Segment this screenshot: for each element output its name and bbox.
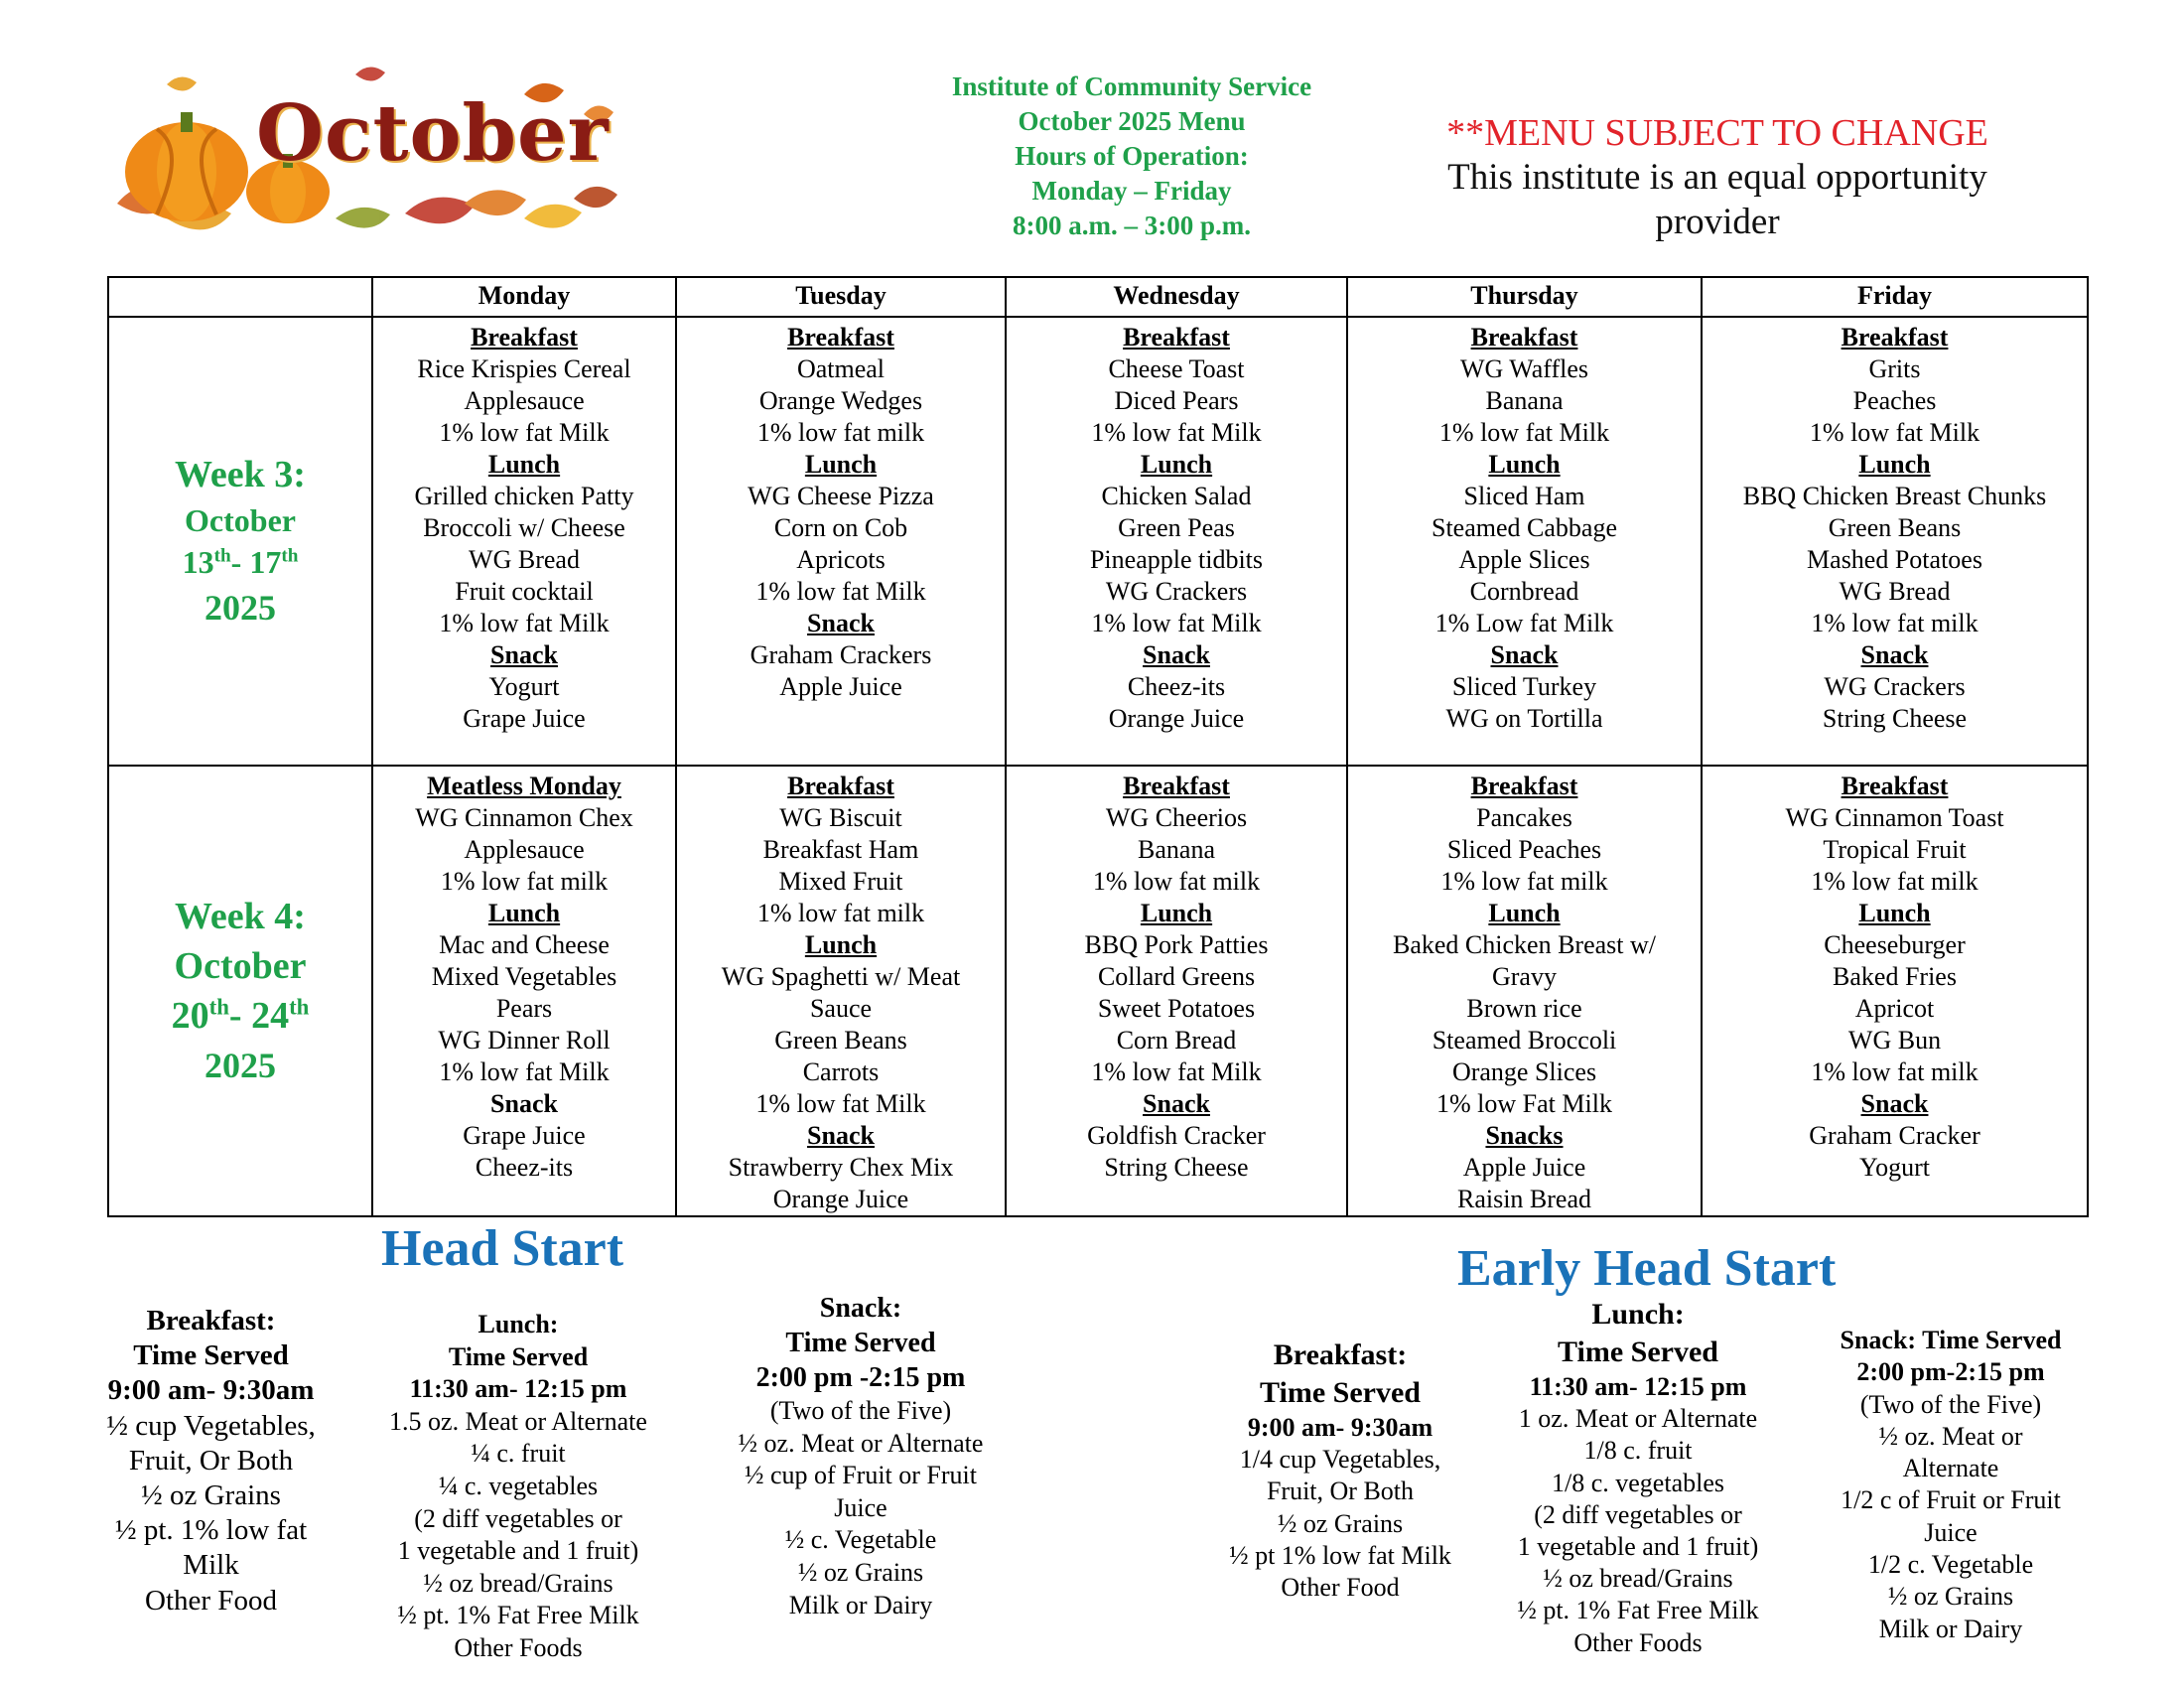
menu-item: Raisin Bread [1456, 1185, 1592, 1213]
list-item: 1 vegetable and 1 fruit) [1517, 1532, 1759, 1562]
list-item: 1 vegetable and 1 fruit) [397, 1536, 639, 1566]
menu-item: Collard Greens [1097, 962, 1256, 991]
menu-change-notice: **MENU SUBJECT TO CHANGE [1446, 112, 1988, 154]
time-served-label: Time Served [1260, 1376, 1421, 1409]
menu-item: String Cheese [1104, 1153, 1249, 1182]
head-start-title: Head Start [381, 1220, 624, 1277]
menu-item: Cornbread [1469, 577, 1579, 606]
menu-item: Brown rice [1466, 994, 1582, 1023]
list-item: 1/8 c. fruit [1583, 1436, 1693, 1466]
meal-section-heading: Breakfast [1841, 772, 1949, 800]
menu-item: WG Cinnamon Chex [415, 803, 633, 832]
menu-item: Orange Wedges [758, 386, 923, 415]
time-served-label: Time Served [133, 1339, 289, 1372]
menu-cell-week3-friday [1702, 317, 2088, 766]
menu-item: Sliced Peaches [1446, 835, 1602, 864]
list-item: Fruit, Or Both [1266, 1477, 1415, 1506]
menu-item: Banana [1485, 386, 1564, 415]
meal-section-heading: Lunch [804, 930, 878, 959]
menu-item: Apple Juice [779, 672, 902, 701]
head-start-breakfast [89, 1304, 333, 1618]
meal-section-heading: Snack [490, 1089, 558, 1118]
list-item: ½ pt 1% low fat Milk [1229, 1540, 1451, 1570]
list-item: ¼ c. vegetables [438, 1471, 599, 1500]
time-range: 9:00 am- 9:30am [1247, 1413, 1433, 1442]
week-year: 2025 [205, 588, 276, 628]
list-item: ½ pt. 1% Fat Free Milk [1517, 1596, 1759, 1625]
meal-section-heading: Breakfast [1470, 323, 1578, 352]
meal-section-heading: Breakfast [1470, 772, 1578, 800]
list-item: ¼ c. fruit [471, 1439, 566, 1469]
menu-item: WG Dinner Roll [438, 1026, 611, 1055]
list-item: (2 diff vegetables or [414, 1503, 622, 1533]
menu-item: Orange Juice [1108, 704, 1245, 733]
menu-item: WG on Tortilla [1445, 704, 1603, 733]
menu-item: 1% low fat milk [1811, 609, 1979, 637]
menu-item: Apple Slices [1458, 545, 1590, 574]
menu-item: 1% low fat Milk [439, 418, 610, 447]
time-served-label: Time Served [448, 1341, 589, 1371]
list-item: 1/2 c of Fruit or Fruit [1841, 1485, 2061, 1515]
menu-item: Strawberry Chex Mix [728, 1153, 954, 1182]
menu-item: 1% low fat Milk [755, 1089, 926, 1118]
day-header-wednesday: Wednesday [1006, 277, 1347, 317]
meal-section-heading: Snacks [1485, 1121, 1564, 1150]
menu-item: Sliced Ham [1463, 482, 1585, 510]
menu-title: October 2025 Menu [1018, 106, 1246, 136]
menu-item: Cheeseburger [1824, 930, 1966, 959]
meal-section-heading: Snack [807, 1121, 875, 1150]
meal-section-heading: Snack [1860, 640, 1929, 669]
menu-item: Peaches [1852, 386, 1937, 415]
list-item: 1.5 oz. Meat or Alternate [389, 1406, 647, 1436]
menu-item: Carrots [802, 1057, 880, 1086]
menu-item: WG Crackers [1824, 672, 1966, 701]
menu-item: Steamed Broccoli [1432, 1026, 1617, 1055]
time-range: 11:30 am- 12:15 pm [409, 1374, 627, 1404]
list-item: 1/2 c. Vegetable [1867, 1550, 2034, 1580]
menu-item: Gravy [1492, 962, 1557, 991]
menu-item: Mashed Potatoes [1807, 545, 1982, 574]
menu-item: WG Cheese Pizza [748, 482, 934, 510]
menu-cell-week4-wednesday [1006, 766, 1347, 1216]
meal-section-heading: Snack [1143, 640, 1210, 669]
menu-item: Apricot [1854, 994, 1935, 1023]
menu-item: Fruit cocktail [455, 577, 594, 606]
menu-item: Tropical Fruit [1823, 835, 1967, 864]
menu-item: 1% low fat milk [756, 899, 925, 927]
list-item: Other Foods [1573, 1627, 1703, 1657]
menu-item: Baked Chicken Breast w/ [1393, 930, 1656, 959]
meal-section-heading: Snack [490, 640, 558, 669]
table-row-week-4 [108, 766, 2088, 1216]
menu-cell-week3-wednesday [1006, 317, 1347, 766]
day-header-monday: Monday [372, 277, 676, 317]
menu-item: Green Peas [1118, 513, 1235, 542]
meal-section-heading: Lunch [804, 450, 878, 479]
menu-item: Cheez-its [475, 1153, 574, 1182]
week-title: Week 3: [175, 454, 306, 495]
menu-item: WG Bread [469, 545, 580, 574]
time-range: 2:00 pm-2:15 pm [1856, 1357, 2045, 1387]
list-item: Milk [183, 1549, 239, 1582]
equal-opportunity-line-2: provider [1655, 202, 1780, 242]
week-month: October [185, 502, 296, 538]
menu-item: Green Beans [774, 1026, 907, 1055]
menu-cell-week4-friday [1702, 766, 2088, 1216]
list-item: ½ oz Grains [1277, 1508, 1404, 1538]
equal-opportunity-line-1: This institute is an equal opportunity [1447, 157, 1987, 198]
menu-item: Rice Krispies Cereal [417, 354, 631, 383]
menu-item: 1% low fat Milk [439, 1057, 610, 1086]
menu-item: Corn on Cob [773, 513, 908, 542]
list-item: ½ oz Grains [141, 1479, 281, 1512]
menu-item: Cheese Toast [1108, 354, 1245, 383]
menu-item: Graham Crackers [750, 640, 932, 669]
menu-item: 1% low fat milk [1811, 1057, 1979, 1086]
meal-section-heading: Snack [1860, 1089, 1929, 1118]
menu-item: 1% low fat Milk [1438, 418, 1610, 447]
menu-item: WG Crackers [1105, 577, 1248, 606]
time-served-label: Time Served [785, 1328, 936, 1358]
menu-item: Green Beans [1828, 513, 1962, 542]
meal-section-heading: Breakfast [787, 772, 894, 800]
list-item: ½ oz. Meat or [1878, 1421, 2023, 1451]
week-title: Week 4: [175, 896, 306, 937]
list-item: Alternate [1902, 1454, 1999, 1483]
meal-section-heading: Snack [807, 609, 875, 637]
menu-item: String Cheese [1822, 704, 1968, 733]
meal-section-heading: Lunch [1858, 899, 1931, 927]
list-item: 1/8 c. vegetables [1552, 1468, 1724, 1497]
menu-item: Orange Slices [1451, 1057, 1597, 1086]
week-3-label [108, 317, 372, 766]
meal-section-heading: Breakfast [471, 323, 578, 352]
menu-item: 1% low fat milk [1092, 867, 1261, 896]
hours-days: Monday – Friday [1031, 176, 1232, 206]
menu-item: Grits [1868, 354, 1921, 383]
menu-item: Cheez-its [1127, 672, 1226, 701]
menu-item: Pears [495, 994, 553, 1023]
early-head-start-breakfast [1201, 1336, 1479, 1604]
early-head-start-lunch [1489, 1296, 1787, 1659]
institute-name: Institute of Community Service [951, 71, 1312, 101]
meal-label: Lunch: [478, 1310, 559, 1338]
menu-item: WG Cinnamon Toast [1785, 803, 2004, 832]
menu-item: Goldfish Cracker [1087, 1121, 1266, 1150]
meal-section-heading: Breakfast [1841, 323, 1949, 352]
list-item: Milk or Dairy [1878, 1614, 2023, 1643]
list-item: ½ pt. 1% low fat [114, 1514, 308, 1547]
menu-item: 1% low fat Milk [1809, 418, 1980, 447]
list-item: ½ pt. 1% Fat Free Milk [397, 1601, 639, 1630]
menu-item: Baked Fries [1833, 962, 1957, 991]
meal-section-heading: Lunch [487, 450, 561, 479]
menu-item: Grape Juice [463, 1121, 586, 1150]
head-start-lunch [369, 1309, 667, 1665]
menu-item: Orange Juice [772, 1185, 909, 1213]
menu-item: 1% low fat milk [440, 867, 609, 896]
menu-item: Broccoli w/ Cheese [423, 513, 625, 542]
meal-label: Lunch: [1591, 1298, 1685, 1331]
week-year: 2025 [205, 1046, 276, 1085]
meal-section-heading: Breakfast [1123, 772, 1230, 800]
menu-item: WG Spaghetti w/ Meat [721, 962, 961, 991]
table-row-week-3 [108, 317, 2088, 766]
menu-item: 1% Low fat Milk [1434, 609, 1614, 637]
menu-item: Sweet Potatoes [1097, 994, 1256, 1023]
list-item: ½ oz. Meat or Alternate [738, 1428, 984, 1458]
week-month: October [174, 945, 307, 987]
list-item: 1/4 cup Vegetables, [1239, 1445, 1441, 1475]
menu-item: 1% low fat milk [756, 418, 925, 447]
menu-item: WG Waffles [1459, 354, 1589, 383]
menu-item: 1% low fat Milk [1091, 1057, 1262, 1086]
menu-item: Grape Juice [463, 704, 586, 733]
meal-section-heading: Breakfast [1123, 323, 1230, 352]
menu-item: BBQ Pork Patties [1084, 930, 1269, 959]
meal-section-heading: Lunch [1488, 899, 1561, 927]
menu-item: WG Bun [1847, 1026, 1942, 1055]
menu-cell-week3-tuesday [676, 317, 1006, 766]
list-item: ½ oz bread/Grains [423, 1568, 614, 1598]
menu-item: Applesauce [464, 835, 585, 864]
head-start-snack [707, 1291, 1015, 1621]
day-header-tuesday: Tuesday [676, 277, 1006, 317]
meal-section-heading: Meatless Monday [427, 772, 621, 800]
menu-cell-week3-thursday [1347, 317, 1702, 766]
menu-item: 1% low fat milk [1440, 867, 1608, 896]
list-item: ½ oz Grains [797, 1557, 924, 1587]
meal-label: Snack: [819, 1293, 902, 1324]
menu-item: 1% low fat milk [1811, 867, 1979, 896]
menu-item: Corn Bread [1116, 1026, 1237, 1055]
october-logo [107, 55, 623, 243]
list-item: Other Food [145, 1584, 277, 1617]
list-item: 1 oz. Meat or Alternate [1518, 1404, 1758, 1434]
notice-block [1380, 111, 2055, 244]
menu-cell-week3-monday [372, 317, 676, 766]
menu-item: Breakfast Ham [762, 835, 919, 864]
meal-label: Breakfast: [1273, 1338, 1408, 1371]
time-range: 9:00 am- 9:30am [107, 1374, 315, 1407]
menu-item: Diced Pears [1114, 386, 1239, 415]
week-range: 20th- 24th [171, 994, 310, 1037]
menu-item: Sliced Turkey [1451, 672, 1597, 701]
menu-item: Yogurt [1858, 1153, 1931, 1182]
menu-item: WG Cheerios [1105, 803, 1248, 832]
menu-item: Steamed Cabbage [1432, 513, 1617, 542]
menu-item: Mac and Cheese [439, 930, 610, 959]
day-header-friday: Friday [1702, 277, 2088, 317]
list-item: Juice [834, 1492, 887, 1522]
menu-item: Banana [1138, 835, 1215, 864]
hours-times: 8:00 a.m. – 3:00 p.m. [1013, 211, 1251, 240]
menu-item: Applesauce [464, 386, 585, 415]
list-item: Fruit, Or Both [128, 1444, 294, 1477]
menu-table [107, 276, 2089, 1217]
menu-item: Oatmeal [796, 354, 886, 383]
menu-item: WG Biscuit [779, 803, 902, 832]
corner-cell [108, 277, 372, 317]
menu-item: Chicken Salad [1101, 482, 1252, 510]
meal-section-heading: Lunch [1488, 450, 1561, 479]
menu-cell-week4-tuesday [676, 766, 1006, 1216]
meal-section-heading: Lunch [1140, 450, 1213, 479]
menu-item: 1% low fat Milk [439, 609, 610, 637]
menu-item: 1% low fat Milk [755, 577, 926, 606]
list-item: Other Food [1281, 1573, 1400, 1603]
menu-item: Graham Cracker [1809, 1121, 1980, 1150]
time-range: 11:30 am- 12:15 pm [1529, 1372, 1747, 1401]
meal-section-heading: Snack [1143, 1089, 1210, 1118]
menu-item: Mixed Fruit [778, 867, 903, 896]
time-served-label: Time Served [1558, 1336, 1718, 1368]
october-logo-text: October [256, 88, 610, 179]
list-item: ½ cup Vegetables, [106, 1409, 316, 1442]
week-4-label [108, 766, 372, 1216]
list-item: Juice [1924, 1517, 1978, 1547]
menu-item: Yogurt [488, 672, 560, 701]
meal-label: Breakfast: [146, 1305, 276, 1336]
day-header-thursday: Thursday [1347, 277, 1702, 317]
menu-item: 1% low Fat Milk [1436, 1089, 1612, 1118]
list-item: ½ cup of Fruit or Fruit [745, 1461, 977, 1490]
time-range: 2:00 pm -2:15 pm [755, 1362, 966, 1393]
list-item: Milk or Dairy [788, 1590, 933, 1619]
menu-item: BBQ Chicken Breast Chunks [1742, 482, 2047, 510]
early-head-start-snack [1807, 1325, 2095, 1645]
menu-item: Apple Juice [1462, 1153, 1586, 1182]
menu-item: Pancakes [1476, 803, 1572, 832]
menu-cell-week4-monday [372, 766, 676, 1216]
menu-item: Apricots [796, 545, 886, 574]
menu-item: Sauce [809, 994, 873, 1023]
meal-section-heading: Lunch [487, 899, 561, 927]
list-item: ½ oz bread/Grains [1543, 1564, 1733, 1594]
early-head-start-title: Early Head Start [1457, 1240, 1837, 1297]
menu-item: 1% low fat Milk [1091, 418, 1262, 447]
menu-item: 1% low fat Milk [1091, 609, 1262, 637]
meal-section-heading: Lunch [1858, 450, 1931, 479]
list-item: ½ c. Vegetable [784, 1525, 937, 1555]
list-item: (Two of the Five) [1859, 1389, 2042, 1419]
meal-section-heading: Lunch [1140, 899, 1213, 927]
menu-item: Grilled chicken Patty [414, 482, 634, 510]
meal-section-heading: Breakfast [787, 323, 894, 352]
meal-section-heading: Snack [1490, 640, 1559, 669]
hours-label: Hours of Operation: [1015, 141, 1249, 171]
list-item: (Two of the Five) [769, 1396, 952, 1425]
meal-label: Snack: Time Served [1840, 1326, 2062, 1354]
list-item: Other Foods [454, 1632, 583, 1662]
list-item: ½ oz Grains [1887, 1582, 2014, 1612]
menu-item: Mixed Vegetables [431, 962, 617, 991]
week-range: 13th- 17th [182, 544, 299, 580]
menu-item: WG Bread [1839, 577, 1951, 606]
table-header-row [108, 277, 2088, 317]
menu-cell-week4-thursday [1347, 766, 1702, 1216]
list-item: (2 diff vegetables or [1534, 1499, 1742, 1529]
institute-info [854, 70, 1410, 243]
menu-item: Pineapple tidbits [1089, 545, 1264, 574]
